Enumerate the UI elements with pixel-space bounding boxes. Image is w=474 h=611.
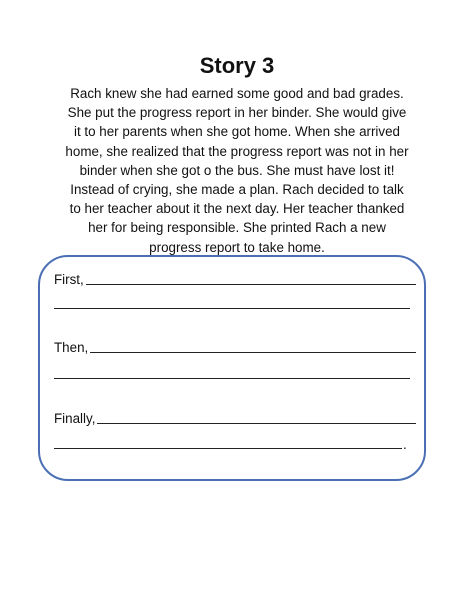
then-label: Then,: [54, 340, 89, 355]
story-text: [52, 84, 422, 257]
first-answer-line-2[interactable]: [54, 308, 410, 309]
story-line: her for being responsible. She printed Rach a new: [88, 220, 386, 236]
story-line: She put the progress report in her binder. She would give: [67, 105, 407, 121]
finally-answer-line[interactable]: [97, 423, 416, 424]
story-line: Instead of crying, she made a plan. Rach decided to talk: [70, 182, 404, 198]
story-title: Story 3: [199, 53, 275, 78]
story-line: to her teacher about it the next day. Her teacher thanked: [69, 201, 405, 217]
first-answer-line[interactable]: [86, 284, 416, 285]
finally-label: Finally,: [54, 411, 96, 426]
then-answer-line[interactable]: [90, 352, 416, 353]
finally-answer-row[interactable]: [54, 407, 416, 427]
story-line: binder when she got o the bus. She must have lost it!: [79, 162, 395, 178]
finally-answer-line-2[interactable]: [54, 448, 402, 449]
story-line: home, she realized that the progress report was not in her: [65, 143, 409, 159]
story-line: it to her parents when she got home. When she arrived: [73, 124, 401, 140]
story-line: progress report to take home.: [149, 239, 325, 255]
first-answer-row[interactable]: [54, 268, 416, 288]
story-line: Rach knew she had earned some good and bad grades.: [70, 86, 404, 101]
then-answer-row[interactable]: [54, 336, 416, 356]
then-answer-line-2[interactable]: [54, 378, 410, 379]
final-period: .: [403, 437, 407, 452]
first-label: First,: [54, 272, 84, 287]
